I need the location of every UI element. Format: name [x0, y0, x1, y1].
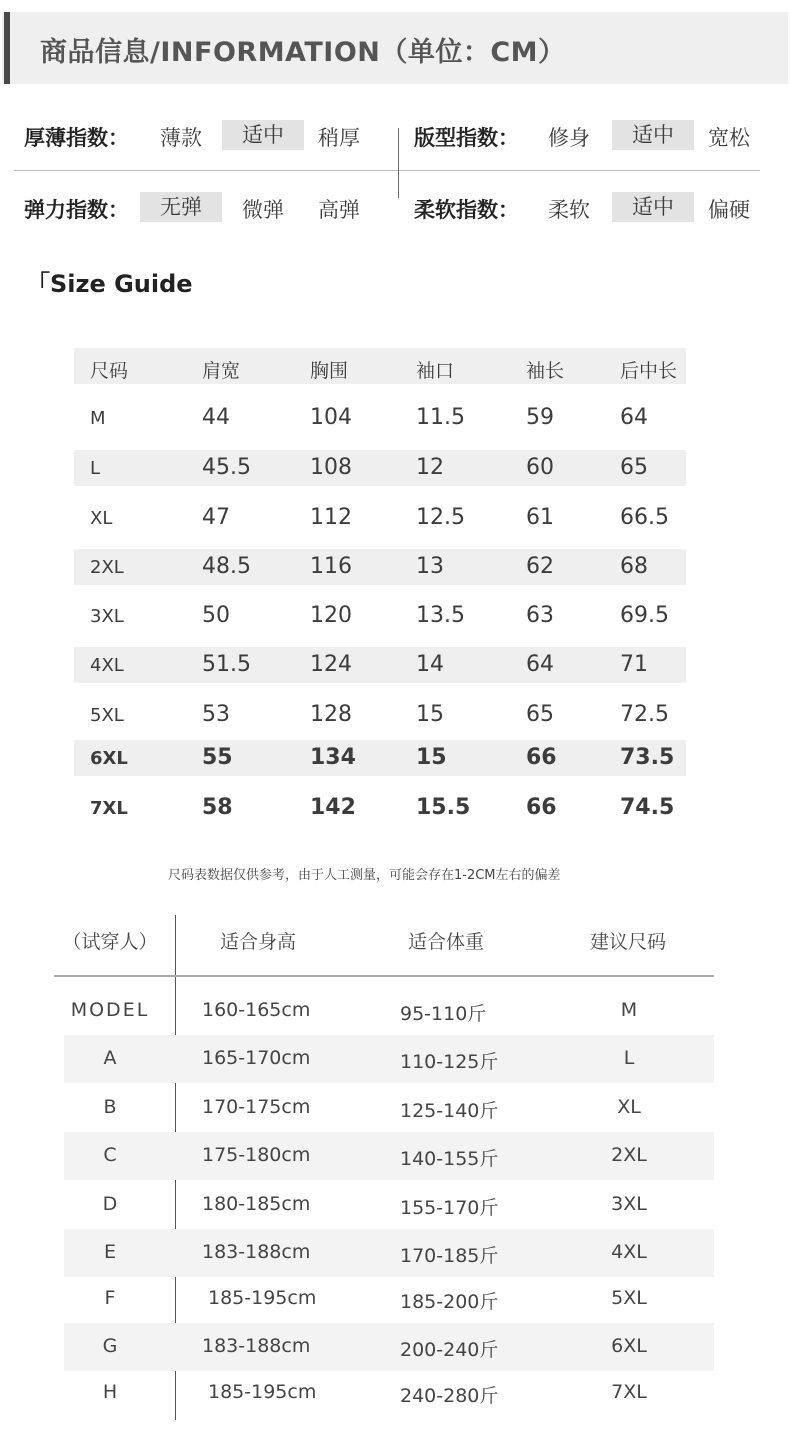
- cell: XL: [617, 1096, 641, 1118]
- cell: 47: [202, 505, 230, 530]
- cell: 65: [526, 702, 554, 727]
- table-row: [74, 450, 686, 486]
- index-divider: [14, 170, 760, 171]
- cell: 2XL: [90, 557, 124, 578]
- cell: 12: [416, 455, 444, 480]
- col-header: 适合身高: [220, 931, 297, 953]
- cell: M: [620, 999, 638, 1021]
- cell: 45.5: [202, 455, 251, 480]
- cell: 2XL: [611, 1144, 647, 1166]
- cell: 12.5: [416, 505, 465, 530]
- softness-label: 柔软指数：: [414, 198, 519, 222]
- elasticity-option-selected: 无弹: [140, 192, 222, 222]
- cell: 15.5: [416, 795, 471, 820]
- table-row: [64, 1275, 714, 1323]
- cell: 13: [416, 554, 444, 579]
- cell: 50: [202, 603, 230, 628]
- cell: 51.5: [202, 652, 251, 677]
- index-vertical-divider: [398, 128, 399, 198]
- softness-option: 柔软: [548, 198, 590, 222]
- cell: 58: [202, 795, 233, 820]
- cell: E: [103, 1241, 117, 1263]
- cell: 180-185cm: [202, 1193, 311, 1215]
- cell: 108: [310, 455, 352, 480]
- cell: L: [623, 1047, 635, 1069]
- model-table-header-divider: [54, 975, 714, 977]
- cell: 134: [310, 745, 356, 770]
- cell: 142: [310, 795, 356, 820]
- table-row: [74, 500, 686, 536]
- elasticity-option: 高弹: [318, 198, 360, 222]
- cell: 5XL: [90, 705, 124, 726]
- cell: 140-155斤: [400, 1148, 499, 1170]
- cell: 170-175cm: [202, 1096, 311, 1118]
- cell: 185-195cm: [208, 1381, 317, 1403]
- cell: 73.5: [620, 745, 675, 770]
- table-row: [64, 1369, 714, 1417]
- cell: 66: [526, 795, 557, 820]
- table-row: [64, 987, 714, 1035]
- cell: 60: [526, 455, 554, 480]
- cell: 53: [202, 702, 230, 727]
- cell: 4XL: [90, 655, 124, 676]
- page-title: 商品信息/INFORMATION（单位：CM）: [40, 37, 566, 68]
- cell: 15: [416, 745, 447, 770]
- cell: 104: [310, 405, 352, 430]
- cell: 7XL: [611, 1381, 647, 1403]
- table-row: [74, 790, 686, 826]
- cell: XL: [90, 508, 113, 529]
- cell: D: [102, 1193, 118, 1215]
- cell: 64: [526, 652, 554, 677]
- header-accent: [4, 12, 10, 84]
- cell: 175-180cm: [202, 1144, 311, 1166]
- cell: 110-125斤: [400, 1051, 499, 1073]
- cell: 3XL: [611, 1193, 647, 1215]
- table-row: [74, 598, 686, 634]
- thickness-option-selected: 适中: [222, 120, 304, 150]
- cell: C: [103, 1144, 117, 1166]
- cell: 68: [620, 554, 648, 579]
- cell: 55: [202, 745, 233, 770]
- cell: 185-200斤: [400, 1291, 499, 1313]
- size-note: 尺码表数据仅供参考，由于人工测量，可能会存在1-2CM左右的偏差: [168, 868, 561, 883]
- softness-option-selected: 适中: [612, 192, 694, 222]
- size-table-header: [74, 348, 686, 384]
- table-row: [74, 647, 686, 683]
- cell: 64: [620, 405, 648, 430]
- table-row: [64, 1229, 714, 1277]
- table-row: [64, 1323, 714, 1371]
- fit-option: 修身: [548, 126, 590, 150]
- model-table: [54, 915, 714, 1420]
- col-header: （试穿人）: [62, 931, 158, 953]
- cell: 71: [620, 652, 648, 677]
- cell: MODEL: [70, 999, 150, 1021]
- table-row: [74, 740, 686, 776]
- softness-option: 偏硬: [708, 198, 750, 222]
- thickness-label: 厚薄指数：: [24, 126, 129, 150]
- cell: H: [102, 1381, 118, 1403]
- cell: 62: [526, 554, 554, 579]
- col-header: 袖长: [526, 360, 565, 382]
- cell: 44: [202, 405, 230, 430]
- cell: 240-280斤: [400, 1385, 499, 1407]
- cell: 69.5: [620, 603, 669, 628]
- fit-option-selected: 适中: [612, 120, 694, 150]
- cell: 183-188cm: [202, 1335, 311, 1357]
- cell: 112: [310, 505, 352, 530]
- table-row: [64, 1084, 714, 1132]
- table-row: [64, 1181, 714, 1229]
- table-row: [74, 697, 686, 733]
- cell: 15: [416, 702, 444, 727]
- cell: 6XL: [90, 748, 128, 769]
- col-header: 袖口: [416, 360, 455, 382]
- elasticity-label: 弹力指数：: [24, 198, 129, 222]
- cell: 63: [526, 603, 554, 628]
- cell: 72.5: [620, 702, 669, 727]
- cell: 124: [310, 652, 352, 677]
- cell: 48.5: [202, 554, 251, 579]
- cell: 65: [620, 455, 648, 480]
- table-row: [64, 1035, 714, 1083]
- cell: 7XL: [90, 798, 128, 819]
- cell: 170-185斤: [400, 1245, 499, 1267]
- cell: 165-170cm: [202, 1047, 311, 1069]
- col-header: 建议尺码: [590, 931, 667, 953]
- cell: F: [104, 1287, 116, 1309]
- fit-label: 版型指数：: [414, 126, 519, 150]
- cell: 183-188cm: [202, 1241, 311, 1263]
- thickness-option: 稍厚: [318, 126, 360, 150]
- cell: G: [102, 1335, 118, 1357]
- cell: A: [103, 1047, 117, 1069]
- cell: L: [90, 458, 101, 479]
- col-header: 尺码: [90, 360, 129, 382]
- col-header: 肩宽: [202, 360, 241, 382]
- cell: 200-240斤: [400, 1339, 499, 1361]
- cell: 4XL: [611, 1241, 647, 1263]
- elasticity-option: 微弹: [242, 198, 284, 222]
- size-guide-title: 「Size Guide: [26, 270, 193, 298]
- fit-option: 宽松: [708, 126, 750, 150]
- cell: 95-110斤: [400, 1003, 487, 1025]
- cell: 61: [526, 505, 554, 530]
- cell: 160-165cm: [202, 999, 311, 1021]
- cell: 14: [416, 652, 444, 677]
- col-header: 胸围: [310, 360, 349, 382]
- table-row: [74, 549, 686, 585]
- cell: 185-195cm: [208, 1287, 317, 1309]
- cell: 13.5: [416, 603, 465, 628]
- cell: 120: [310, 603, 352, 628]
- cell: 128: [310, 702, 352, 727]
- cell: 6XL: [611, 1335, 647, 1357]
- cell: 59: [526, 405, 554, 430]
- cell: 5XL: [611, 1287, 647, 1309]
- thickness-option: 薄款: [160, 126, 202, 150]
- cell: 155-170斤: [400, 1197, 499, 1219]
- cell: 66: [526, 745, 557, 770]
- col-header: 适合体重: [408, 931, 485, 953]
- cell: 74.5: [620, 795, 675, 820]
- cell: 66.5: [620, 505, 669, 530]
- col-header: 后中长: [620, 360, 678, 382]
- table-row: [74, 400, 686, 436]
- cell: 125-140斤: [400, 1100, 499, 1122]
- cell: 3XL: [90, 606, 124, 627]
- cell: 116: [310, 554, 352, 579]
- cell: 11.5: [416, 405, 465, 430]
- cell: M: [90, 408, 106, 429]
- table-row: [64, 1132, 714, 1180]
- cell: B: [103, 1096, 117, 1118]
